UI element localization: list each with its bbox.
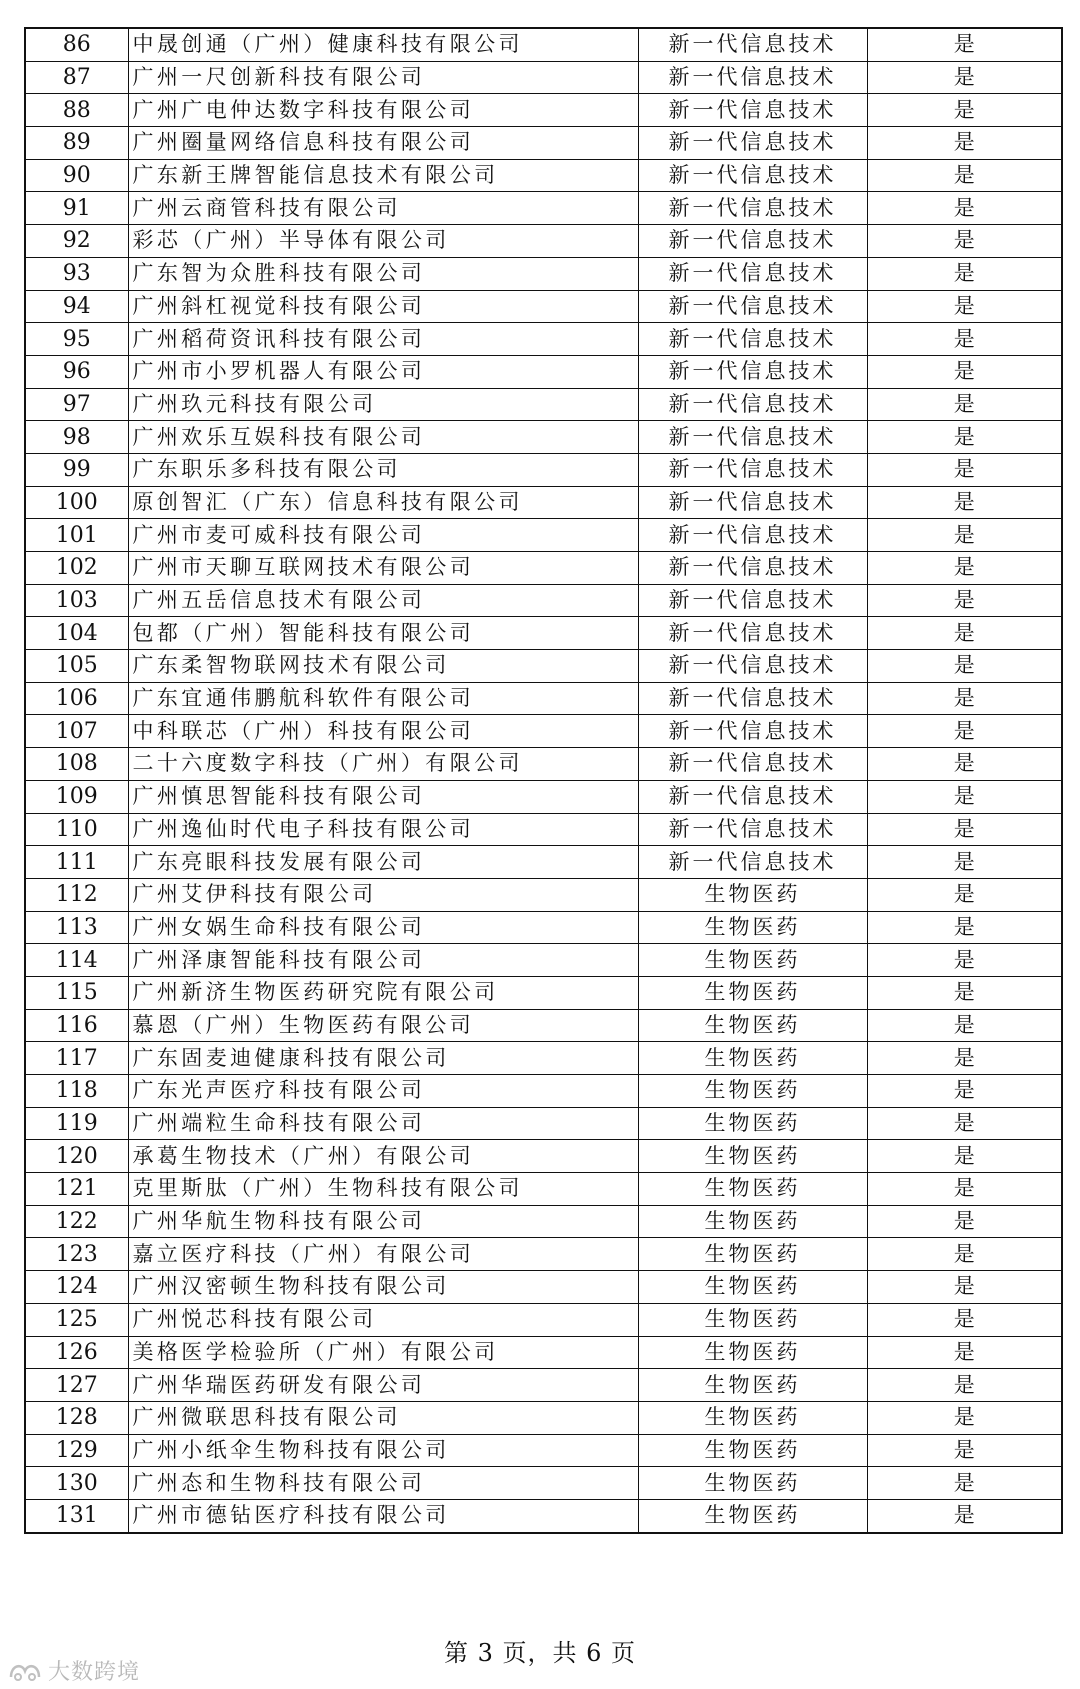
table-row	[25, 1401, 1062, 1434]
company-name: 原创智汇（广东）信息科技有限公司	[128, 486, 638, 519]
status-flag: 是	[867, 355, 1062, 388]
status-flag: 是	[867, 1009, 1062, 1042]
row-number: 92	[25, 225, 128, 258]
row-number: 86	[25, 28, 128, 61]
row-number: 114	[25, 944, 128, 977]
page-number: 第 3 页，共 6 页	[443, 1639, 637, 1667]
table-row	[25, 192, 1062, 225]
company-name: 广州新济生物医药研究院有限公司	[128, 976, 638, 1009]
table-row	[25, 1238, 1062, 1271]
table-row	[25, 1499, 1062, 1532]
status-flag: 是	[867, 94, 1062, 127]
company-name: 广州五岳信息技术有限公司	[128, 584, 638, 617]
status-flag: 是	[867, 1075, 1062, 1108]
company-name: 广州市天聊互联网技术有限公司	[128, 552, 638, 585]
table-row	[25, 1009, 1062, 1042]
row-number: 120	[25, 1140, 128, 1173]
table-row	[25, 617, 1062, 650]
table-row	[25, 453, 1062, 486]
status-flag: 是	[867, 846, 1062, 879]
industry-field: 生物医药	[638, 878, 867, 911]
table-row	[25, 1140, 1062, 1173]
table-row	[25, 682, 1062, 715]
table-row	[25, 486, 1062, 519]
status-flag: 是	[867, 127, 1062, 160]
watermark	[8, 1655, 140, 1686]
row-number: 108	[25, 748, 128, 781]
company-name: 广东新王牌智能信息技术有限公司	[128, 159, 638, 192]
status-flag: 是	[867, 453, 1062, 486]
row-number: 96	[25, 355, 128, 388]
table-row	[25, 94, 1062, 127]
table-row	[25, 780, 1062, 813]
industry-field: 生物医药	[638, 1303, 867, 1336]
status-flag: 是	[867, 1467, 1062, 1500]
status-flag: 是	[867, 388, 1062, 421]
company-name: 广州微联思科技有限公司	[128, 1401, 638, 1434]
industry-field: 新一代信息技术	[638, 94, 867, 127]
company-name: 广州女娲生命科技有限公司	[128, 911, 638, 944]
table-row	[25, 421, 1062, 454]
company-name: 广东宜通伟鹏航科软件有限公司	[128, 682, 638, 715]
status-flag: 是	[867, 421, 1062, 454]
industry-field: 新一代信息技术	[638, 617, 867, 650]
industry-field: 新一代信息技术	[638, 846, 867, 879]
status-flag: 是	[867, 650, 1062, 683]
row-number: 130	[25, 1467, 128, 1500]
table-row	[25, 911, 1062, 944]
industry-field: 生物医药	[638, 1401, 867, 1434]
industry-field: 生物医药	[638, 1271, 867, 1304]
company-name: 慕恩（广州）生物医药有限公司	[128, 1009, 638, 1042]
company-name: 广州市小罗机器人有限公司	[128, 355, 638, 388]
company-name: 广州态和生物科技有限公司	[128, 1467, 638, 1500]
row-number: 105	[25, 650, 128, 683]
company-name: 广州端粒生命科技有限公司	[128, 1107, 638, 1140]
company-list-table	[24, 27, 1063, 1534]
row-number: 104	[25, 617, 128, 650]
industry-field: 生物医药	[638, 911, 867, 944]
industry-field: 新一代信息技术	[638, 61, 867, 94]
industry-field: 生物医药	[638, 1369, 867, 1402]
table-row	[25, 159, 1062, 192]
company-name: 广州华航生物科技有限公司	[128, 1205, 638, 1238]
table-row	[25, 28, 1062, 61]
logo-icon	[8, 1659, 42, 1683]
table-row	[25, 388, 1062, 421]
company-name: 广东亮眼科技发展有限公司	[128, 846, 638, 879]
industry-field: 生物医药	[638, 1499, 867, 1532]
industry-field: 新一代信息技术	[638, 28, 867, 61]
company-name: 广州一尺创新科技有限公司	[128, 61, 638, 94]
table-row	[25, 650, 1062, 683]
status-flag: 是	[867, 486, 1062, 519]
status-flag: 是	[867, 1303, 1062, 1336]
row-number: 127	[25, 1369, 128, 1402]
table-body	[25, 28, 1062, 1533]
company-name: 中晟创通（广州）健康科技有限公司	[128, 28, 638, 61]
row-number: 131	[25, 1499, 128, 1532]
status-flag: 是	[867, 28, 1062, 61]
table-row	[25, 976, 1062, 1009]
company-name: 广州悦芯科技有限公司	[128, 1303, 638, 1336]
status-flag: 是	[867, 192, 1062, 225]
status-flag: 是	[867, 552, 1062, 585]
row-number: 119	[25, 1107, 128, 1140]
status-flag: 是	[867, 61, 1062, 94]
industry-field: 新一代信息技术	[638, 519, 867, 552]
status-flag: 是	[867, 1401, 1062, 1434]
table-row	[25, 552, 1062, 585]
row-number: 101	[25, 519, 128, 552]
row-number: 90	[25, 159, 128, 192]
row-number: 106	[25, 682, 128, 715]
row-number: 97	[25, 388, 128, 421]
row-number: 116	[25, 1009, 128, 1042]
company-name: 广州泽康智能科技有限公司	[128, 944, 638, 977]
table-row	[25, 1467, 1062, 1500]
table-row	[25, 715, 1062, 748]
table-row	[25, 1369, 1062, 1402]
industry-field: 生物医药	[638, 1467, 867, 1500]
industry-field: 新一代信息技术	[638, 192, 867, 225]
table-row	[25, 1303, 1062, 1336]
table-row	[25, 748, 1062, 781]
status-flag: 是	[867, 944, 1062, 977]
company-name: 广州小纸伞生物科技有限公司	[128, 1434, 638, 1467]
company-name: 承葛生物技术（广州）有限公司	[128, 1140, 638, 1173]
table-row	[25, 1173, 1062, 1206]
table-row	[25, 1107, 1062, 1140]
table-row	[25, 323, 1062, 356]
industry-field: 新一代信息技术	[638, 127, 867, 160]
table-row	[25, 584, 1062, 617]
company-name: 中科联芯（广州）科技有限公司	[128, 715, 638, 748]
industry-field: 新一代信息技术	[638, 159, 867, 192]
company-name: 广州艾伊科技有限公司	[128, 878, 638, 911]
status-flag: 是	[867, 1369, 1062, 1402]
row-number: 122	[25, 1205, 128, 1238]
row-number: 89	[25, 127, 128, 160]
company-name: 广州广电仲达数字科技有限公司	[128, 94, 638, 127]
company-name: 广州欢乐互娱科技有限公司	[128, 421, 638, 454]
status-flag: 是	[867, 780, 1062, 813]
status-flag: 是	[867, 1238, 1062, 1271]
industry-field: 生物医药	[638, 1336, 867, 1369]
industry-field: 生物医药	[638, 944, 867, 977]
row-number: 117	[25, 1042, 128, 1075]
row-number: 88	[25, 94, 128, 127]
industry-field: 新一代信息技术	[638, 257, 867, 290]
status-flag: 是	[867, 1499, 1062, 1532]
status-flag: 是	[867, 878, 1062, 911]
company-name: 克里斯肽（广州）生物科技有限公司	[128, 1173, 638, 1206]
table-row	[25, 846, 1062, 879]
company-name: 广州华瑞医药研发有限公司	[128, 1369, 638, 1402]
row-number: 125	[25, 1303, 128, 1336]
table-row	[25, 1042, 1062, 1075]
table-row	[25, 1271, 1062, 1304]
industry-field: 生物医药	[638, 976, 867, 1009]
industry-field: 新一代信息技术	[638, 290, 867, 323]
company-name: 广州市德钻医疗科技有限公司	[128, 1499, 638, 1532]
industry-field: 新一代信息技术	[638, 780, 867, 813]
industry-field: 新一代信息技术	[638, 453, 867, 486]
row-number: 128	[25, 1401, 128, 1434]
row-number: 103	[25, 584, 128, 617]
row-number: 99	[25, 453, 128, 486]
company-name: 广州圈量网络信息科技有限公司	[128, 127, 638, 160]
industry-field: 生物医药	[638, 1434, 867, 1467]
row-number: 98	[25, 421, 128, 454]
industry-field: 新一代信息技术	[638, 715, 867, 748]
row-number: 124	[25, 1271, 128, 1304]
company-name: 美格医学检验所（广州）有限公司	[128, 1336, 638, 1369]
table-row	[25, 257, 1062, 290]
industry-field: 生物医药	[638, 1107, 867, 1140]
company-name: 广州逸仙时代电子科技有限公司	[128, 813, 638, 846]
table-row	[25, 225, 1062, 258]
status-flag: 是	[867, 1434, 1062, 1467]
status-flag: 是	[867, 1140, 1062, 1173]
table-row	[25, 355, 1062, 388]
row-number: 91	[25, 192, 128, 225]
industry-field: 新一代信息技术	[638, 552, 867, 585]
industry-field: 新一代信息技术	[638, 225, 867, 258]
company-name: 广东光声医疗科技有限公司	[128, 1075, 638, 1108]
table-row	[25, 944, 1062, 977]
row-number: 87	[25, 61, 128, 94]
table-row	[25, 61, 1062, 94]
row-number: 102	[25, 552, 128, 585]
industry-field: 生物医药	[638, 1009, 867, 1042]
table-row	[25, 1205, 1062, 1238]
industry-field: 生物医药	[638, 1075, 867, 1108]
row-number: 123	[25, 1238, 128, 1271]
row-number: 111	[25, 846, 128, 879]
status-flag: 是	[867, 617, 1062, 650]
company-name: 广州汉密顿生物科技有限公司	[128, 1271, 638, 1304]
company-name: 广州云商管科技有限公司	[128, 192, 638, 225]
industry-field: 生物医药	[638, 1205, 867, 1238]
row-number: 115	[25, 976, 128, 1009]
industry-field: 新一代信息技术	[638, 486, 867, 519]
row-number: 121	[25, 1173, 128, 1206]
row-number: 93	[25, 257, 128, 290]
table-row	[25, 127, 1062, 160]
row-number: 112	[25, 878, 128, 911]
industry-field: 新一代信息技术	[638, 584, 867, 617]
table-row	[25, 878, 1062, 911]
company-name: 嘉立医疗科技（广州）有限公司	[128, 1238, 638, 1271]
status-flag: 是	[867, 976, 1062, 1009]
company-name: 广州斜杠视觉科技有限公司	[128, 290, 638, 323]
status-flag: 是	[867, 290, 1062, 323]
row-number: 126	[25, 1336, 128, 1369]
status-flag: 是	[867, 748, 1062, 781]
row-number: 113	[25, 911, 128, 944]
company-name: 广州稻荷资讯科技有限公司	[128, 323, 638, 356]
status-flag: 是	[867, 682, 1062, 715]
industry-field: 新一代信息技术	[638, 355, 867, 388]
industry-field: 生物医药	[638, 1173, 867, 1206]
row-number: 110	[25, 813, 128, 846]
table-row	[25, 290, 1062, 323]
industry-field: 新一代信息技术	[638, 813, 867, 846]
industry-field: 生物医药	[638, 1042, 867, 1075]
company-name: 广州慎思智能科技有限公司	[128, 780, 638, 813]
status-flag: 是	[867, 813, 1062, 846]
industry-field: 新一代信息技术	[638, 421, 867, 454]
watermark-text: 大数跨境	[48, 1660, 141, 1685]
status-flag: 是	[867, 911, 1062, 944]
industry-field: 生物医药	[638, 1238, 867, 1271]
industry-field: 新一代信息技术	[638, 682, 867, 715]
company-name: 广州玖元科技有限公司	[128, 388, 638, 421]
company-name: 二十六度数字科技（广州）有限公司	[128, 748, 638, 781]
status-flag: 是	[867, 519, 1062, 552]
table-row	[25, 813, 1062, 846]
company-name: 广州市麦可威科技有限公司	[128, 519, 638, 552]
row-number: 94	[25, 290, 128, 323]
company-name: 彩芯（广州）半导体有限公司	[128, 225, 638, 258]
row-number: 100	[25, 486, 128, 519]
row-number: 107	[25, 715, 128, 748]
industry-field: 新一代信息技术	[638, 323, 867, 356]
company-name: 包都（广州）智能科技有限公司	[128, 617, 638, 650]
status-flag: 是	[867, 225, 1062, 258]
company-name: 广东智为众胜科技有限公司	[128, 257, 638, 290]
row-number: 95	[25, 323, 128, 356]
status-flag: 是	[867, 1205, 1062, 1238]
table-row	[25, 1434, 1062, 1467]
status-flag: 是	[867, 159, 1062, 192]
industry-field: 新一代信息技术	[638, 748, 867, 781]
status-flag: 是	[867, 323, 1062, 356]
table-row	[25, 519, 1062, 552]
industry-field: 新一代信息技术	[638, 650, 867, 683]
company-name: 广东柔智物联网技术有限公司	[128, 650, 638, 683]
industry-field: 生物医药	[638, 1140, 867, 1173]
status-flag: 是	[867, 1107, 1062, 1140]
status-flag: 是	[867, 257, 1062, 290]
status-flag: 是	[867, 584, 1062, 617]
industry-field: 新一代信息技术	[638, 388, 867, 421]
status-flag: 是	[867, 715, 1062, 748]
status-flag: 是	[867, 1271, 1062, 1304]
row-number: 129	[25, 1434, 128, 1467]
company-name: 广东固麦迪健康科技有限公司	[128, 1042, 638, 1075]
row-number: 109	[25, 780, 128, 813]
row-number: 118	[25, 1075, 128, 1108]
status-flag: 是	[867, 1336, 1062, 1369]
status-flag: 是	[867, 1042, 1062, 1075]
table-row	[25, 1075, 1062, 1108]
table-row	[25, 1336, 1062, 1369]
company-name: 广东职乐多科技有限公司	[128, 453, 638, 486]
status-flag: 是	[867, 1173, 1062, 1206]
